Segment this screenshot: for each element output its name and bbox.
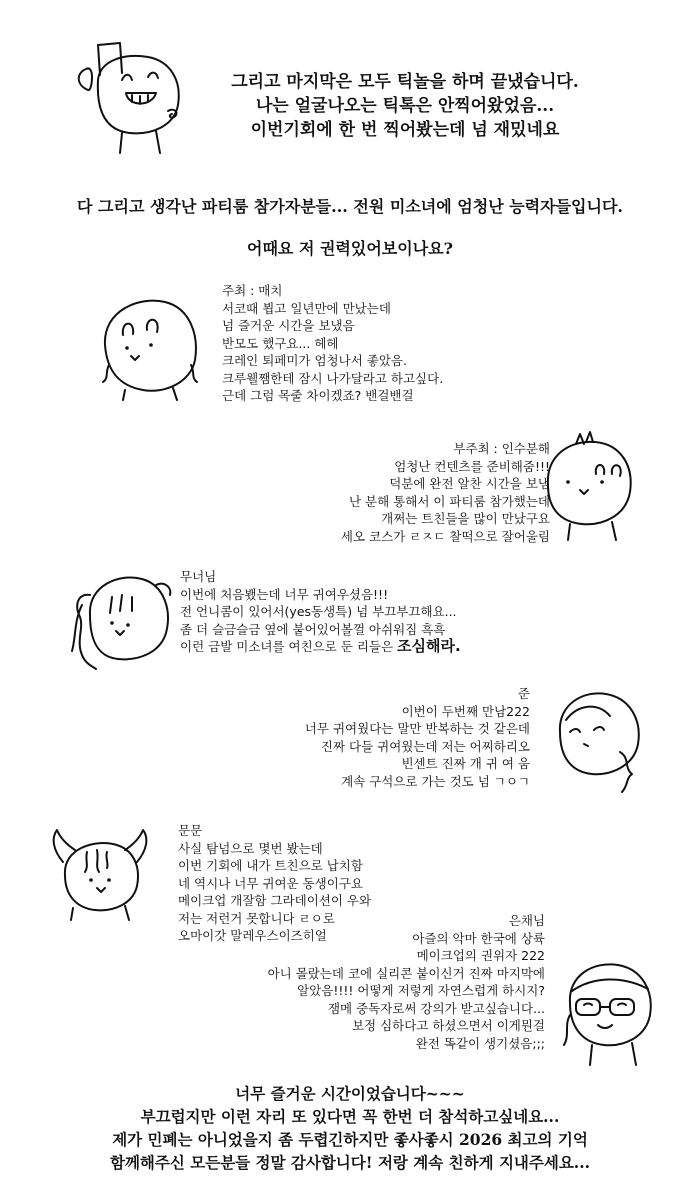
jun-line-4: 빈센트 진짜 개 귀 여 움: [401, 756, 530, 771]
muneo-line-3: 좀 더 슬금슬금 옆에 붙어있어볼껄 아쉬워짐 흑흑: [180, 621, 446, 637]
insu-line-3: 난 분해 통해서 이 파티룸 참가했는데: [349, 493, 550, 509]
match-line-4: 크레인 퇴페미가 엄청나서 좋았음.: [222, 353, 407, 368]
outro-line-4: 함께해주신 모든분들 정말 감사합니다! 저랑 계속 친하게 지내주세요...: [109, 1153, 590, 1172]
muneo-text: [180, 568, 461, 656]
insu-line-2: 덕분에 완전 알찬 시간을 보냄: [389, 476, 550, 491]
eunchae-text: [268, 912, 545, 1052]
jun-line-5: 계속 구석으로 가는 것도 넘 ㄱㅇㄱ: [341, 773, 530, 789]
match-name: 주최 : 매치: [222, 283, 283, 298]
jun-doodle: [548, 682, 648, 792]
eunchae-name: 은채님: [508, 913, 545, 928]
eunchae-line-1: 아즐의 악마 한국에 상륙: [412, 930, 545, 946]
munmun-line-5: 저는 저런거 못합니다 ㄹㅇ로: [178, 910, 335, 926]
insu-line-5: 세오 코스가 ㄹㅈㄷ 찰떡으로 잘어울림: [340, 528, 550, 544]
eunchae-line-3: 아니 몰랐는데 코에 실리콘 붙이신거 진짜 마지막에: [267, 965, 545, 981]
insu-name: 부주최 : 인수분해: [453, 441, 550, 456]
match-line-6: 근데 그럼 목줄 차이겠죠? 밴걸밴걸: [222, 388, 414, 403]
munmun-line-3: 네 역시나 너무 귀여운 동생이구요: [178, 875, 363, 891]
insu-line-4: 개쩌는 트친들을 많이 만났구요: [381, 511, 550, 526]
muneo-line-4-prefix: 이런 금발 미소녀를 여친으로 둔 리들은: [180, 639, 398, 654]
jun-text: [305, 685, 530, 790]
jun-line-2: 너무 귀여웠다는 말만 반복하는 것 같은데: [304, 721, 530, 736]
eunchae-line-6: 보정 심하다고 하셨으면서 이게뭔걸: [351, 1018, 545, 1033]
jun-line-1: 이번이 두번째 만남222: [401, 703, 530, 719]
munmun-line-4: 메이크업 개잘함 그라데이션이 우와: [178, 893, 372, 908]
munmun-line-1: 사실 탐넘으로 몇번 봤는데: [178, 840, 323, 856]
insu-line-1: 엄청난 컨텐츠를 준비해줌!!!: [394, 458, 550, 474]
eunchae-line-2: 메이크업의 권위자 222: [416, 948, 545, 963]
munmun-line-2: 이번 기회에 내가 트친으로 납치함: [178, 858, 363, 873]
match-line-3: 반모도 했구요... 헤헤: [222, 335, 339, 351]
muneo-doodle: [60, 565, 175, 670]
outro-text: [0, 1082, 700, 1174]
muneo-line-4: [180, 638, 461, 656]
munmun-line-6: 오마이갓 말레우스이즈히얼: [178, 928, 327, 943]
match-line-1: 서코때 뵙고 일년만에 만났는데: [222, 300, 391, 316]
outro-line-3: 제가 민폐는 아니었을지 좀 두렵긴하지만 좋사좋시 2026 최고의 기억: [112, 1130, 588, 1149]
outro-line-2: 부끄럽지만 이런 자리 또 있다면 꼭 한번 더 참석하고싶네요...: [140, 1107, 560, 1126]
eunchae-line-4: 알았음!!!! 어떻게 저렇게 자연스럽게 하시지?: [297, 983, 545, 998]
insu-doodle: [540, 430, 640, 540]
jun-line-3: 진짜 다들 귀여웠는데 저는 어찌하리오: [320, 738, 530, 754]
intro-line-2: 나는 얼굴나오는 틱톡은 안찍어왔었음...: [255, 96, 555, 116]
headline-power: 어때요 저 권력있어보이나요?: [247, 239, 453, 258]
author-doodle: [70, 35, 200, 155]
headline-participants: 다 그리고 생각난 파티룸 참가자분들... 전원 미소녀에 엄청난 능력자들입니다.: [77, 197, 623, 216]
muneo-line-1: 이번에 처음뵀는데 너무 귀여우셨음!!!: [180, 586, 389, 602]
jun-name: 준: [517, 686, 530, 701]
outro-line-1: 너무 즐거운 시간이었습니다~~~: [235, 1084, 465, 1103]
insu-text: [341, 440, 550, 545]
munmun-name: 문문: [178, 823, 203, 838]
intro-text: [215, 70, 595, 142]
munmun-doodle: [45, 820, 155, 920]
match-line-5: 크루웰쨈한테 잠시 나가달라고 하고싶다.: [222, 370, 444, 386]
match-doodle: [95, 290, 205, 400]
intro-line-3: 이번기회에 한 번 찍어봤는데 넘 재밌네요: [250, 120, 560, 140]
match-line-2: 넘 즐거운 시간을 보냈음: [222, 318, 355, 333]
eunchae-doodle: [562, 955, 662, 1065]
eunchae-line-5: 잼메 중독자로써 강의가 받고싶습니다...: [327, 1000, 545, 1016]
muneo-line-2: 전 언니콤이 있어서(yes동생특) 넘 부끄부끄해요...: [180, 604, 457, 619]
match-text: [222, 282, 443, 405]
muneo-name: 무너님: [180, 569, 217, 584]
muneo-line-4-emphasis: 조심해라.: [397, 637, 461, 655]
eunchae-line-7: 완전 똑같이 생기셨음;;;: [415, 1035, 545, 1051]
intro-line-1: 그리고 마지막은 모두 틱놀을 하며 끝냈습니다.: [231, 72, 579, 92]
